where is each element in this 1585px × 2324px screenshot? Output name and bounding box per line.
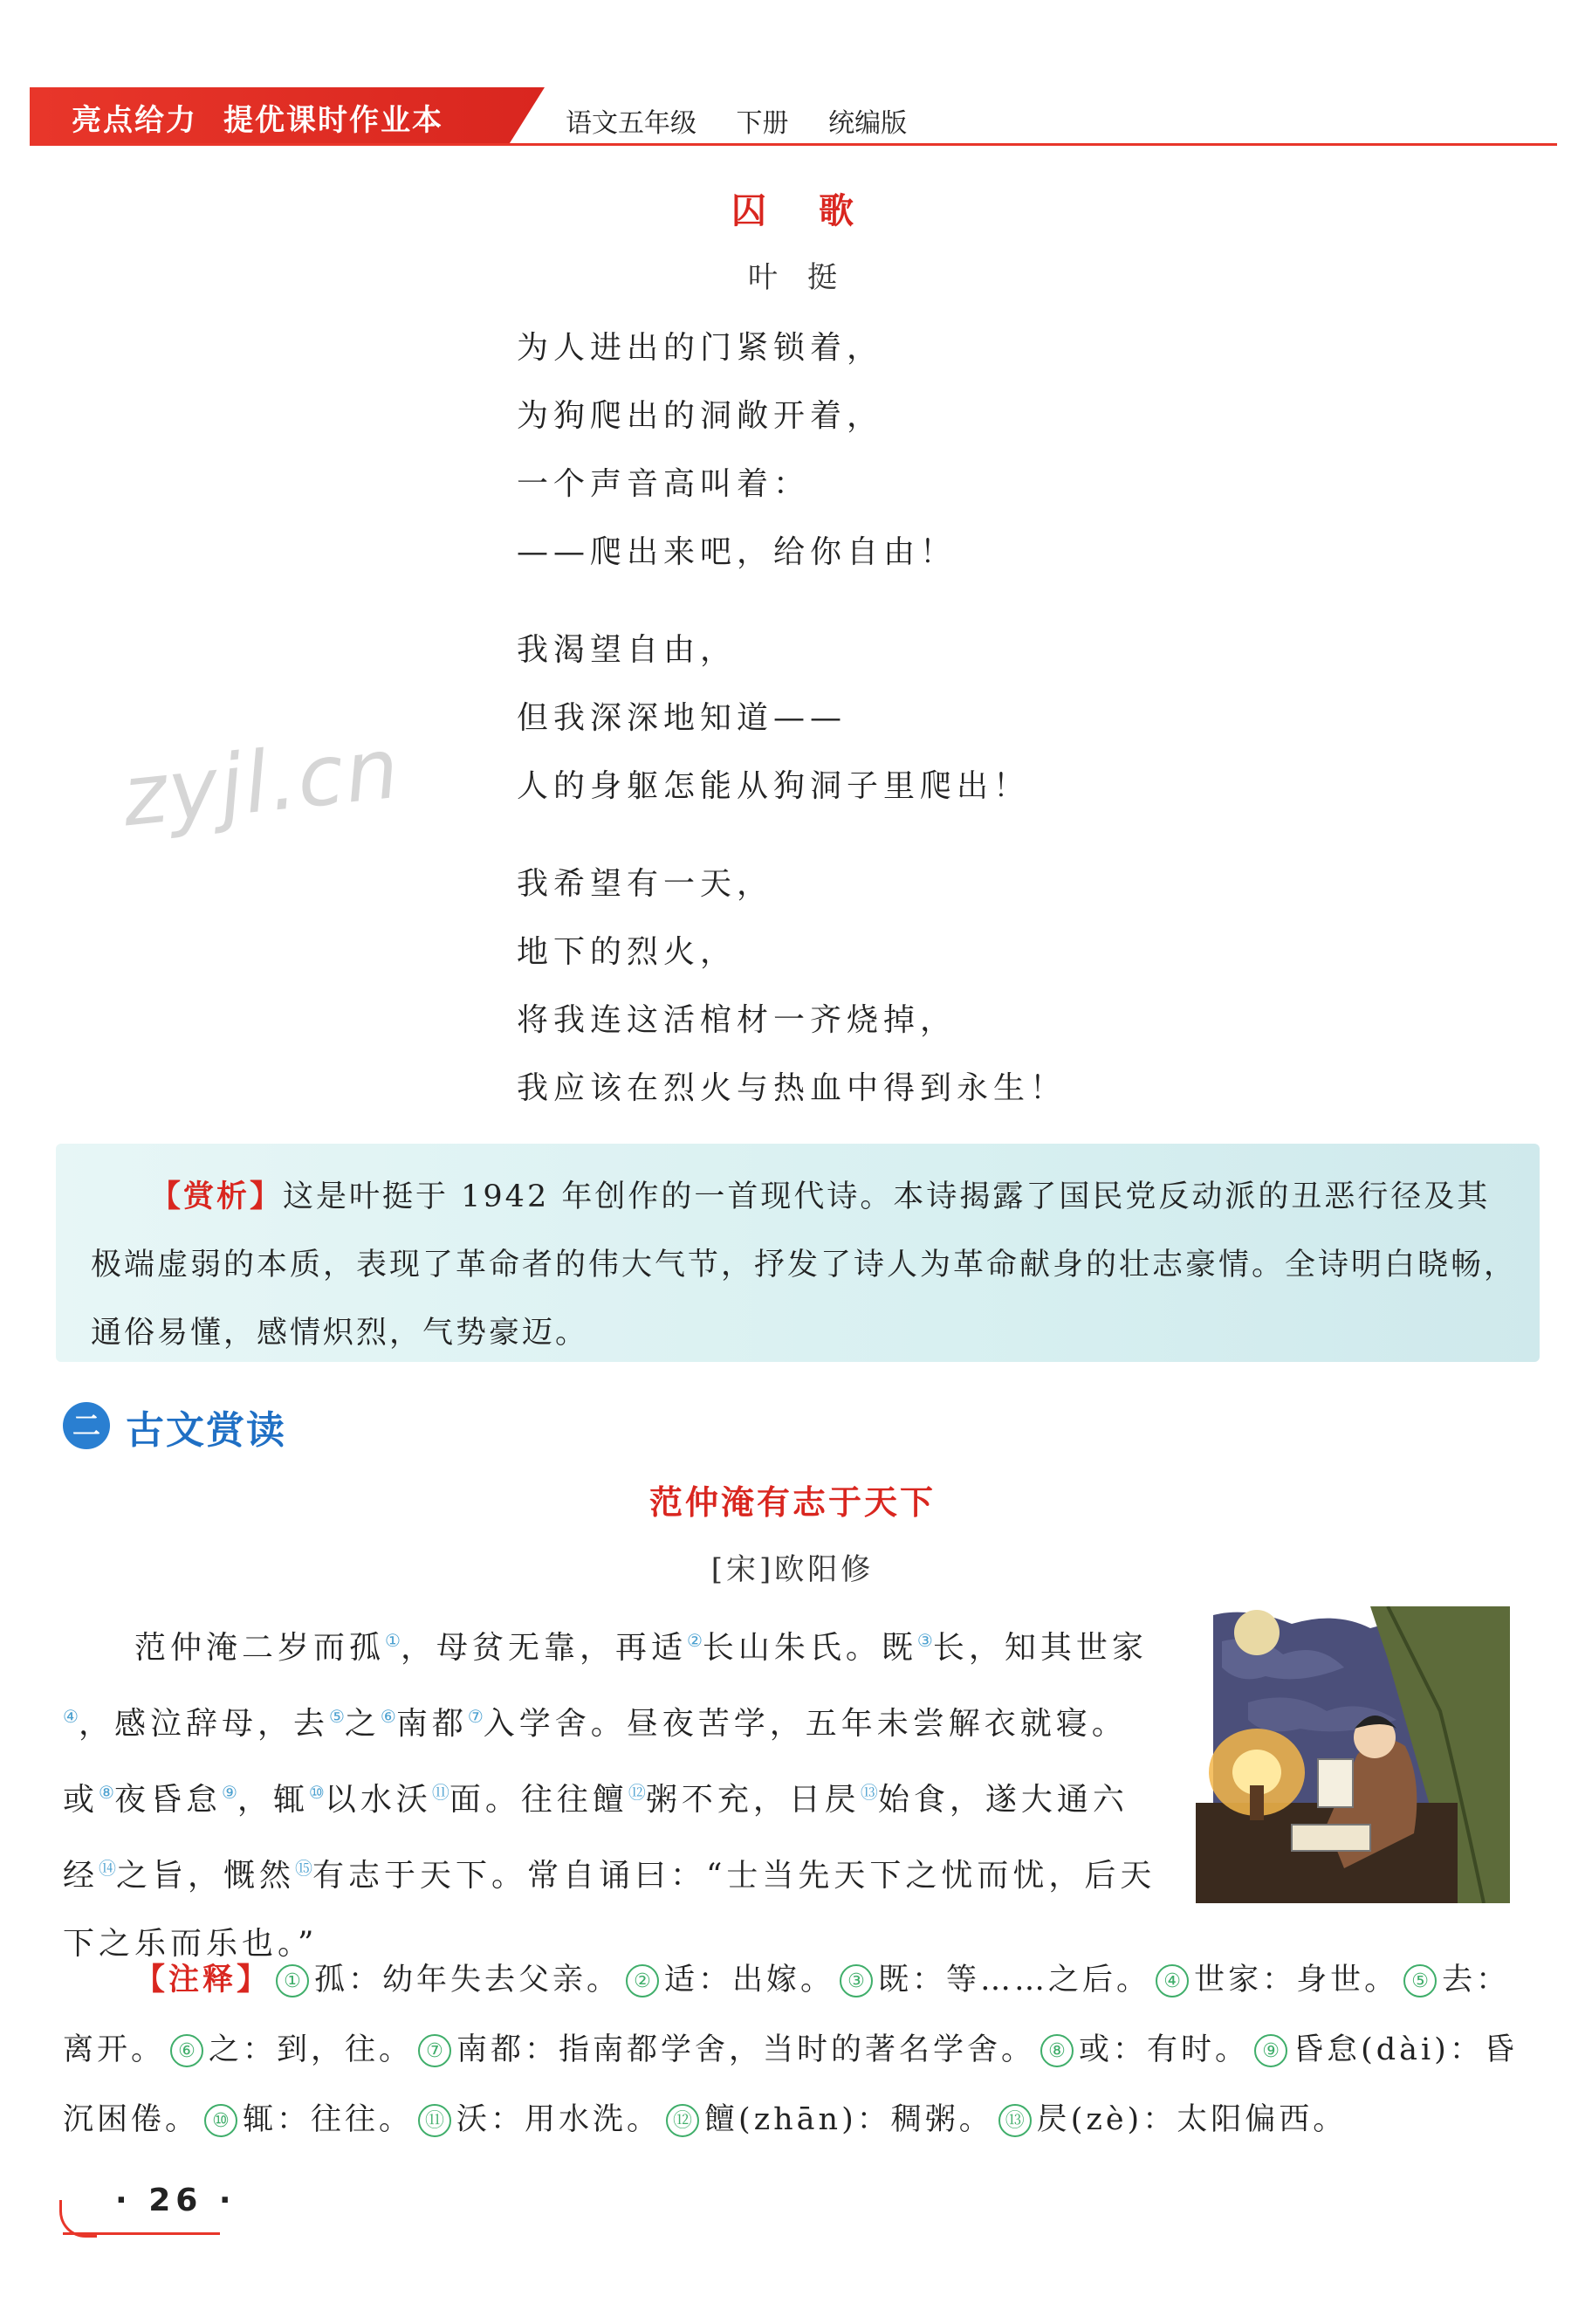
note-text: 昏怠(dài)：昏沉困倦。 bbox=[63, 2032, 1518, 2137]
page-header bbox=[30, 87, 1557, 145]
appreciation-tag: 【赏析】 bbox=[150, 1179, 284, 1214]
note-text: 南都：指南都学舍，当时的著名学舍。 bbox=[456, 2032, 1036, 2067]
classical-prose bbox=[63, 1606, 1163, 1978]
note-text: 饘(zhān)：稠粥。 bbox=[704, 2102, 993, 2137]
header-divider bbox=[30, 143, 1557, 146]
prose-text: ，辄 bbox=[237, 1782, 309, 1818]
poem-line: 为人进出的门紧锁着， bbox=[517, 330, 884, 366]
watermark: zyjl.cn bbox=[118, 719, 405, 846]
note-marker: ① bbox=[385, 1630, 401, 1651]
scholar-reading-illustration bbox=[1196, 1606, 1510, 1903]
note-text: 世家：身世。 bbox=[1194, 1963, 1399, 1997]
prose-text: 南都 bbox=[395, 1706, 468, 1742]
note-number-icon: ⑧ bbox=[1040, 2034, 1074, 2067]
prose-text: 始食，遂大通六经 bbox=[63, 1782, 1129, 1894]
book-info bbox=[566, 101, 938, 140]
prose-text: 有志于天下。常自诵曰：“士当先天下之忧而忧，后天下之乐而乐也。” bbox=[63, 1858, 1156, 1962]
poem-line: 我应该在烈火与热血中得到永生！ bbox=[517, 1070, 1067, 1106]
note-text: 昃(zè)：太阳偏西。 bbox=[1036, 2102, 1348, 2137]
appreciation-text bbox=[91, 1163, 1522, 1367]
note-number-icon: ⑤ bbox=[1403, 1964, 1437, 1997]
edition-label: 统编版 bbox=[828, 108, 908, 139]
note-marker: ⑫ bbox=[628, 1782, 646, 1803]
note-text: 适：出嫁。 bbox=[664, 1963, 835, 1997]
poem-line: 我渴望自由， bbox=[517, 632, 738, 668]
note-text: 辄：往往。 bbox=[243, 2102, 414, 2137]
note-number-icon: ⑦ bbox=[418, 2034, 451, 2067]
poem-line: 一个声音高叫着： bbox=[517, 466, 811, 502]
note-number-icon: ② bbox=[626, 1964, 659, 1997]
prose-text: 粥不充，日昃 bbox=[645, 1782, 861, 1818]
volume-label: 下册 bbox=[736, 108, 789, 139]
note-number-icon: ③ bbox=[840, 1964, 873, 1997]
prose-text: ，感泣辞母，去 bbox=[78, 1706, 329, 1742]
appreciation-box bbox=[56, 1144, 1540, 1362]
poem-line: 人的身躯怎能从狗洞子里爬出！ bbox=[517, 768, 1031, 804]
note-marker: ⑧ bbox=[99, 1782, 114, 1803]
note-marker: ⑬ bbox=[860, 1782, 878, 1803]
note-marker: ④ bbox=[63, 1706, 79, 1727]
annotations bbox=[63, 1945, 1529, 2155]
note-marker: ⑥ bbox=[380, 1706, 396, 1727]
poem-line: 为狗爬出的洞敞开着， bbox=[517, 398, 884, 434]
poem-line: 地下的烈火， bbox=[517, 934, 738, 970]
note-marker: ⑦ bbox=[467, 1706, 484, 1727]
prose-title: 范仲淹有志于天下 bbox=[648, 1483, 936, 1522]
prose-text: 面。往往饘 bbox=[449, 1782, 628, 1818]
appreciation-body: 这是叶挺于 1942 年创作的一首现代诗。本诗揭露了国民党反动派的丑恶行径及其极端虚弱的本质，表现了革命者的伟大气节，抒发了诗人为革命献身的壮志豪情。全诗明白晓畅，通俗易懂，感情炽烈，气势豪迈。 bbox=[91, 1179, 1518, 1351]
prose-text: 长，知其世家 bbox=[932, 1630, 1148, 1666]
note-text: 去：离开。 bbox=[63, 1963, 1511, 2067]
poem-line: 我希望有一天， bbox=[517, 866, 774, 902]
prose-text: 以水沃 bbox=[324, 1782, 432, 1818]
note-text: 既：等……之后。 bbox=[878, 1963, 1151, 1997]
note-marker: ③ bbox=[916, 1630, 933, 1651]
note-number-icon: ① bbox=[276, 1964, 309, 1997]
prose-text: 之 bbox=[344, 1706, 381, 1742]
note-text: 之：到，往。 bbox=[209, 2032, 414, 2067]
notes-tag: 【注释】 bbox=[134, 1963, 271, 1997]
note-marker: ⑭ bbox=[99, 1858, 117, 1879]
prose-text: 入学舍。昼夜苦学，五年未尝解衣就寝。或 bbox=[63, 1706, 1128, 1818]
prose-text: 之旨，慨然 bbox=[116, 1858, 296, 1894]
poem-author: 叶挺 bbox=[748, 260, 867, 295]
page-number-rule bbox=[63, 2232, 220, 2235]
prose-text: 范仲淹二岁而孤 bbox=[134, 1630, 386, 1666]
note-number-icon: ⑫ bbox=[666, 2104, 699, 2137]
note-marker: ⑩ bbox=[308, 1782, 325, 1803]
note-number-icon: ④ bbox=[1156, 1964, 1189, 1997]
section-title: 古文赏读 bbox=[126, 1408, 286, 1453]
note-number-icon: ⑩ bbox=[204, 2104, 237, 2137]
poem-line: ——爬出来吧，给你自由！ bbox=[517, 534, 957, 570]
note-marker: ⑮ bbox=[295, 1858, 313, 1879]
page-number: · 26 · bbox=[115, 2183, 237, 2218]
note-marker: ⑨ bbox=[221, 1782, 237, 1803]
brand-series: 亮点给力 bbox=[72, 103, 197, 138]
note-text: 沃：用水洗。 bbox=[456, 2102, 662, 2137]
note-number-icon: ⑥ bbox=[170, 2034, 203, 2067]
poem-line: 但我深深地知道—— bbox=[517, 700, 847, 736]
note-text: 或：有时。 bbox=[1079, 2032, 1250, 2067]
section-number-icon: 二 bbox=[63, 1402, 110, 1449]
prose-author: [宋]欧阳修 bbox=[710, 1552, 875, 1587]
note-marker: ⑤ bbox=[328, 1706, 345, 1727]
prose-text: 夜昏怠 bbox=[113, 1782, 222, 1818]
brand-name bbox=[72, 96, 443, 139]
note-marker: ② bbox=[686, 1630, 703, 1651]
poem-title: 囚歌 bbox=[731, 191, 906, 231]
prose-text: 长山朱氏。既 bbox=[702, 1630, 917, 1666]
subject-grade: 语文五年级 bbox=[566, 108, 696, 139]
poem-line: 将我连这活棺材一齐烧掉， bbox=[517, 1002, 957, 1038]
note-number-icon: ⑬ bbox=[998, 2104, 1032, 2137]
note-text: 孤：幼年失去父亲。 bbox=[314, 1963, 621, 1997]
brand-book: 提优课时作业本 bbox=[223, 103, 443, 138]
prose-text: ，母贫无靠，再适 bbox=[400, 1630, 687, 1666]
note-number-icon: ⑪ bbox=[418, 2104, 451, 2137]
note-number-icon: ⑨ bbox=[1254, 2034, 1287, 2067]
note-marker: ⑪ bbox=[431, 1782, 449, 1803]
